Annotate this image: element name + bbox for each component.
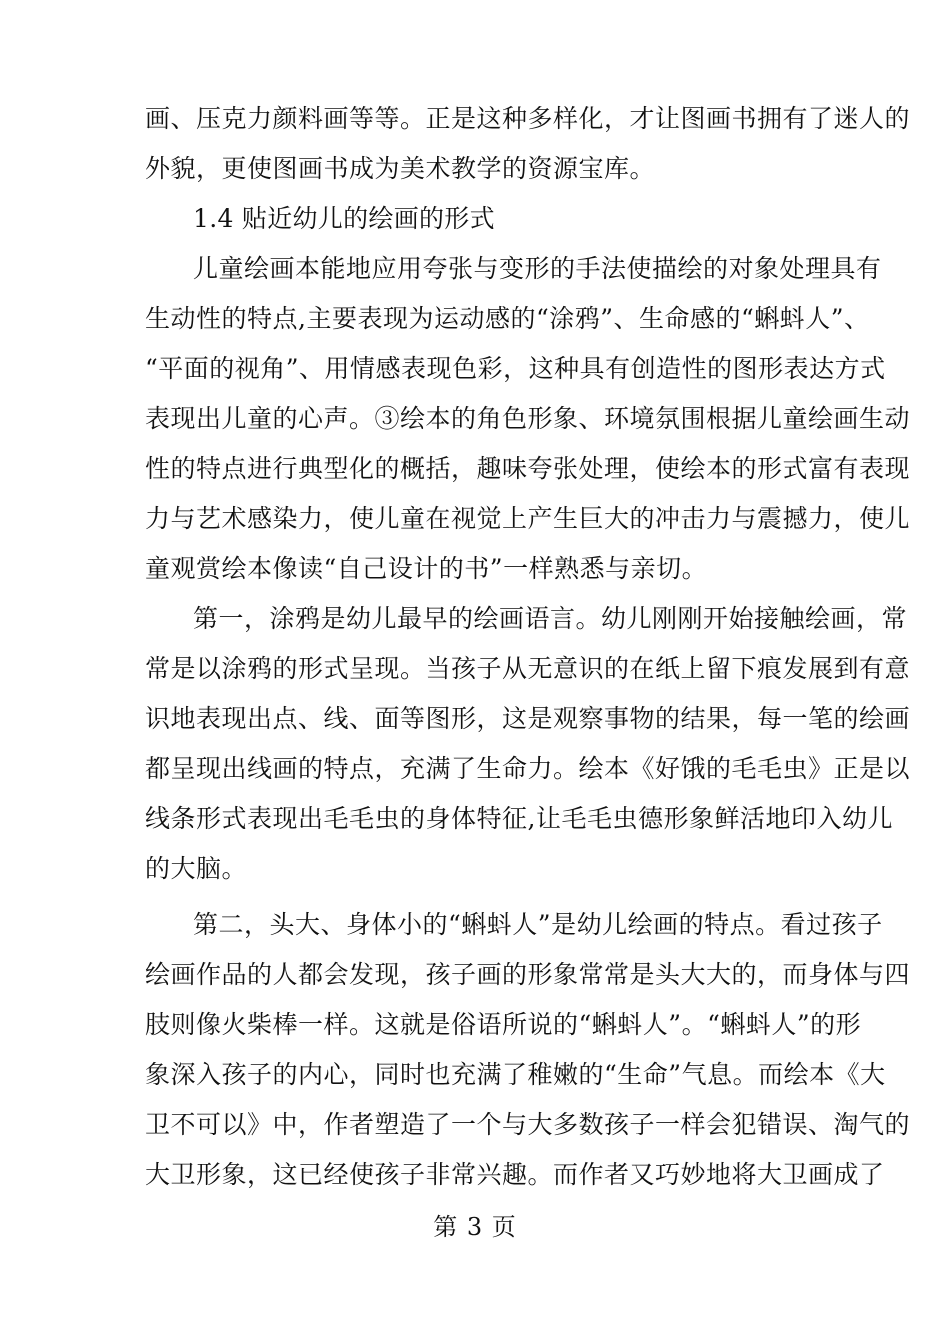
paragraph-line: 大卫形象，这已经使孩子非常兴趣。而作者又巧妙地将大卫画成了: [145, 1160, 885, 1189]
paragraph-line: “平面的视角”、用情感表现色彩，这种具有创造性的图形表达方式: [145, 354, 886, 383]
paragraph-line: 儿童绘画本能地应用夸张与变形的手法使描绘的对象处理具有: [193, 254, 882, 283]
paragraph-line: 生动性的特点,主要表现为运动感的“涂鸦”、生命感的“蝌蚪人”、: [145, 304, 870, 333]
paragraph-line: 肢则像火柴棒一样。这就是俗语所说的“蝌蚪人”。“蝌蚪人”的形: [145, 1010, 862, 1039]
paragraph-line: 的大脑。: [145, 854, 248, 883]
paragraph-line: 常是以涂鸦的形式呈现。当孩子从无意识的在纸上留下痕发展到有意: [145, 654, 911, 683]
paragraph-line: 都呈现出线画的特点，充满了生命力。绘本《好饿的毛毛虫》正是以: [145, 754, 911, 783]
paragraph-line: 性的特点进行典型化的概括，趣味夸张处理，使绘本的形式富有表现: [145, 454, 911, 483]
paragraph-line: 绘画作品的人都会发现，孩子画的形象常常是头大大的，而身体与四: [145, 960, 911, 989]
paragraph-line: 象深入孩子的内心，同时也充满了稚嫩的“生命”气息。而绘本《大: [145, 1060, 886, 1089]
paragraph-line: 画、压克力颜料画等等。正是这种多样化，才让图画书拥有了迷人的: [145, 104, 911, 133]
page-number-footer: 第 3 页: [433, 1213, 517, 1241]
paragraph-line: 第一，涂鸦是幼儿最早的绘画语言。幼儿刚刚开始接触绘画，常: [193, 604, 908, 633]
paragraph-line: 识地表现出点、线、面等图形，这是观察事物的结果，每一笔的绘画: [145, 704, 911, 733]
paragraph-line: 外貌，更使图画书成为美术教学的资源宝库。: [145, 154, 656, 183]
section-heading: 1.4 贴近幼儿的绘画的形式: [193, 204, 495, 233]
paragraph-line: 第二，头大、身体小的“蝌蚪人”是幼儿绘画的特点。看过孩子: [193, 910, 883, 939]
paragraph-line: 表现出儿童的心声。③绘本的角色形象、环境氛围根据儿童绘画生动: [145, 404, 911, 433]
paragraph-line: 力与艺术感染力，使儿童在视觉上产生巨大的冲击力与震撼力，使儿: [145, 504, 911, 533]
paragraph-line: 童观赏绘本像读“自己设计的书”一样熟悉与亲切。: [145, 554, 708, 583]
paragraph-line: 卫不可以》中，作者塑造了一个与大多数孩子一样会犯错误、淘气的: [145, 1110, 911, 1139]
paragraph-line: 线条形式表现出毛毛虫的身体特征,让毛毛虫德形象鲜活地印入幼儿: [145, 804, 893, 833]
